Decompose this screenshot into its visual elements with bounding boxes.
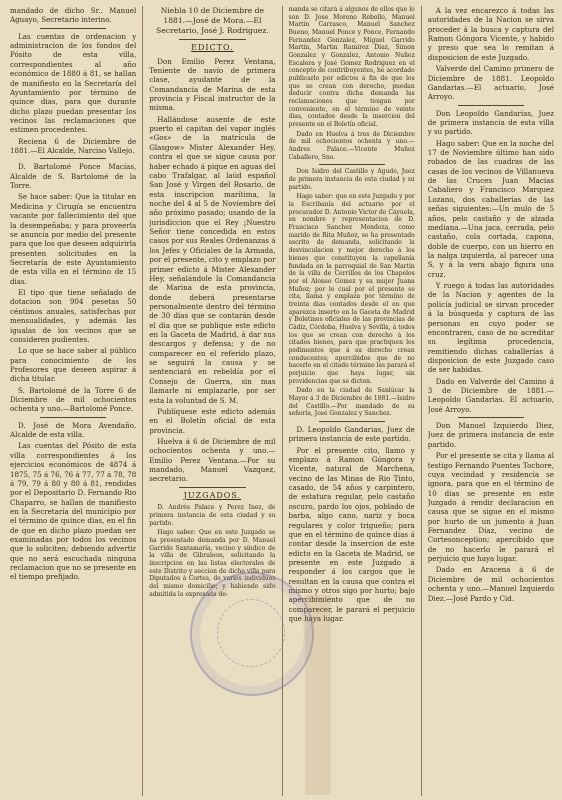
paragraph: Se hace saber: Que la titular en Medicina y Cirugía se encuentra vacante por fallecimiento del que la desempeñaba; y para proveerla se anuncia por medio del presente para que los que deseen adquirirla presenten solicitudes en la Secretaría de este Ayuntamiento de esta villa en el término de 15 dias.: [10, 192, 137, 286]
paragraph: Y ruego á todas las autoridades de la Nacion y agentes de la policía judicial se sirvan proceder á la búsqueda y captura de las personas en cuyo poder se encontraren, caso de no acreditar su legítima procedencia, remitiendo dichas caballerías á disposicion de este Juzgado caso de ser habidas.: [427, 281, 554, 375]
paragraph: Don Leopoldo Gandarias, Juez de primera instancia de esta villa y su partido.: [427, 108, 554, 137]
column-2: [149, 6, 275, 796]
divider: [40, 28, 106, 29]
paragraph: Hallándose ausente de este puerto el capitan del vapor inglés «Gos» de la matrícula de Glasgow» Mister Alexander Hey, contra el que se sigue causa por haber echado á pique en aguas del cabo Trafalgar, al laúd español San José y Virgen del Rosario, de esta inscripcion marítima, la noche del 4 al 5 de Noviembre del año próximo pasado; usando de la jurisdiccion que el Rey ¡Nuestro Señor tiene concedida en estos casos por sus Reales Ordenanzas á los Jefes y Oficiales de la Armada, por el presente, cito y emplazo por primer edicto á Mister Alexander Hey, señalándole la Comandancia de Marina de esta provincia, donde deberá presentarse personalmente dentro del término de 30 dias que se contarán desde el dia que se publique este edicto en la Gaceta de Madrid, á dar sus descargos y defensa; y de no comparecer en el referido plazo, se seguirá la causa y se sentenciará en rebeldía por el Consejo de Guerra, sin mas llamarle ni emplazarle, por ser esta la voluntad de S. M.: [149, 114, 276, 405]
paragraph: Hago saber: que en este Juzgado y por la Escribanía del actuario por el procurador D. Antonio Victor de Cayuela, en nombre y representacion de D. Francisco Sanchez Mendoza, como marido de Rita Muñoz, se ha presentado escrito de demanda, solicitando la desvinculacion y mejor derecho á los bienes que constituyen la capellanía fundada en la parroquial de San Martin de la villa de Cerrillos de los Chapelos por el Alonso Gomez y su mujer Juana Muñoz; por lo cual por el presente se cita, llama y emplaza por término de treinta dias contados desde el en que aparezca inserto en la Gaceta de Madrid y Boletines oficiales de las provincias de Cádiz, Córdoba, Huelva y Sevilla, á todos los que se crean con derecho á los citados bienes, para que practiquen los pedimentos que á su derecho crean conducentes; apercibidos que de no hacerlo en el citado término les parará el perjuicio que haya lugar, sin providencias que se dicten.: [288, 193, 415, 385]
paragraph: Dado en Valverde del Camino á 3 de Diciembre de 1881.—Leopoldo Gandarias. El actuario, José Arroyo.: [427, 376, 554, 414]
paragraph: D. Leopoldo Gandarias, Juez de primera instancia de este partido.: [288, 424, 415, 444]
columns: [10, 6, 554, 796]
column-separator: [421, 6, 422, 796]
paragraph: Por el presente cito, llamo y emplazo á Ramon Góngora y Vicente, natural de Marchena, vecino de las Minas de Rio Tinto, casado, de 54 años y carpintero, de estatura regular, pelo castaño oscuro, pardo los ojos, poblado de barba, algo cano, nariz y boca regulares y color trigueño; para que en el término de quince dias á contar desde la insercion de este edicto en la Gaceta de Madrid, se presente en este Juzgado á responder á los cargos que le resultan en la causa que contra el mismo y otros sigo por hurto; bajo apercibimiento que de no comparecer, le parará el perjuicio que haya lugar.: [288, 445, 415, 624]
paragraph: Lo que se hace saber al público para conocimiento de los Profesores que deseen aspirar á dicha titular.: [10, 346, 137, 384]
paragraph: Huelva á 6 de Diciembre de mil ochocientos ochenta y uno.—Emilio Perez Ventana.—Por su mandado, Manuel Vazquez, secretario.: [149, 436, 276, 484]
paragraph: A la vez encarezco á todas las autoridades de la Nacion se sirva proceder á la busca y captura del Ramon Góngora Vicente, y habido y preso que sea lo remitan á disposicion de este Juzgado.: [427, 6, 554, 62]
paragraph: D. José de Mora Avendaño, Alcalde de esta villa.: [10, 420, 137, 440]
column-3: [289, 6, 415, 796]
paragraph: Las cuentas de ordenacion y administracion de los fondos del Pósito de esta villa, correspondientes al año económico de 1880 á 81, se hallan de manifiesto en la Secretaría del Ayuntamiento por término de quince dias, para que durante dicho plazo puedan presentar los vecinos las reclamaciones que estimen procedentes.: [10, 31, 137, 135]
divider: [319, 421, 385, 422]
column-separator: [282, 6, 283, 796]
paragraph: Valverde del Camino primero de Diciembre de 1881. Leopoldo Gandarias.—El actuario, José Arroyo.: [427, 64, 554, 102]
paragraph: Dado en Huelva á tres de Diciembre de mil ochocientos ochenta y uno.—Andres Palace.—Vicente Muñoz Caballero, Sno.: [288, 130, 415, 161]
divider: [458, 417, 524, 418]
column-1: [10, 6, 136, 796]
divider: [458, 105, 524, 106]
paragraph: Don Isidro del Castillo y Agudo, Juez de primera instancia de esta ciudad y su partido.: [288, 168, 415, 191]
paragraph: Hago saber: Que en este Juzgado se ha presentado demanda por D. Manuel Garrido Santamaría, vecino y síndico de la villa de Gibraleon, solicitando la inscripcion en las listas electorales de este Distrito y seccion de dicha villa para Diputados á Cortes, de varios individuos del mismo domicilio; y habiendo sido admitida la expresada de-: [149, 529, 276, 598]
juzgados-title: JUZGADOS.: [183, 490, 242, 500]
paragraph: Hago saber: Que en la noche del 17 de Noviembre último han sido robados de las cuadras de las casas de los vecinos de Villanueva de las Cruces Juan Macias Cabaliero y Francisco Marquez Lozano, dos caballerías de las señas siguientes:—Un mulo de 5 años, pelo castaño y de alzada mediana.—Una jaca, cerrada, pelo castaño, cola cortada, capona, doble de cuerpo, con un hierro en la nalga izquierda, al parecer una S, y á la vera abajo figura una cruz.: [427, 138, 554, 279]
paragraph: Don Emilio Perez Ventana, Teniente de navío de primera clase, ayudante de la Comandancia de Marina de esta provincia y Fiscal instructor de la misma.: [149, 56, 276, 113]
paragraph: Niebla 10 de Diciembre de 1881.—José de Mora.—El Secretario, José J. Rodriguez.: [156, 6, 269, 36]
divider: [179, 487, 245, 488]
paragraph: Reciena 6 de Diciembre de 1881.—El Alcalde, Narciso Vallejo.: [10, 136, 137, 156]
edict-title: EDICTO.: [191, 43, 234, 53]
divider: [179, 39, 245, 40]
column-4: [428, 6, 554, 796]
paragraph: Dado en Aracena á 6 de Diciembre de mil ochocientos ochenta y uno.—Manuel Izquierdo Diez.—José Pardo y Cid.: [427, 565, 554, 603]
divider: [40, 158, 106, 159]
paragraph: D. Bartolomé Ponce Macías, Alcalde de S. Bartolomé de la Torre.: [10, 162, 137, 191]
paragraph: D. Andrés Palace y Perez Inez, de primera instancia de esta ciudad y su partido.: [149, 504, 276, 527]
paragraph: Las cuentas del Pósito de esta villa correspondientes á los ejercicios económicos de 4874 á 1875, 75 á 76, 76 á 77, 77 á 78, 78 á 79, 79 á 80 y 80 á 81, rendidas por el Depositario D. Fernando Rio Chaparro, se hallan de manifiesto en la Secretaría del municipio por el término de quince dias, en el fin de que en dicho plazo puedan ser examinadas por todos los vecinos que lo soliciten; debiendo advertir que no será escuchada ninguna reclamacion que no se presente en el tiempo prefijado.: [10, 441, 137, 582]
column-separator: [142, 6, 143, 796]
paragraph: Dado en la ciudad de Sanlúcar la Mayor á 3 de Diciembre de 1881.—Isidro del Castillo.—Por mandado de su señoría, José Gonzalez y Sanchez.: [288, 387, 415, 418]
paragraph: Don Manuel Izquierdo Diez, Juez de primera instancia de este partido.: [427, 421, 554, 449]
paragraph: Por el presente se cita y llama al testigo Fernando Puentes Tochore, cuya vecindad y residencia se ignora, para que en el término de 10 dias se presente en este Juzgado á rendir declaracion en causa que se sigue en el mismo por hurto de un jumento á Juan Fernandez Diaz, vecino de Cortesonception; apercibido que de no hacerlo le parará el perjuicio que haya lugar.: [427, 451, 554, 564]
paragraph: mandado de dicho Sr.. Manuel Aguayo, Secretario interino.: [10, 6, 137, 25]
divider: [319, 164, 385, 165]
paragraph: Publíquese este edicto además en el Boletín oficial de esta provincia.: [149, 406, 276, 435]
paragraph: S. Bartolomé de la Torre 6 de Diciembre de mil ochocientos ochenta y uno.—Bartolomé Ponce.: [10, 385, 137, 414]
paragraph: manda se citará á algunos de ellos que lo son D. Jose Moreno Rebollo, Manuel Martin Carrasco, Manuel Sanchez Bueno, Manuel Ponce y Ponce, Fernando Fernandez Gonzalez, Miguel Garrido Martin, Martin Ramirez Diaz, Simon Gonzalez y Gonzalez, Antonio Nuñez Escalera y José Gomez Rodriguez en el concepto de contribuyentes, he acordado publicarlo por edictos á fin de que los que se crean con derecho, puedan deducir contra dicha demanda las reclamaciones que tengan por conveniente, en el término de veinte dias, contados desde la insercion del presente en el Boletín oficial.: [288, 6, 415, 129]
divider: [40, 417, 106, 418]
paragraph: El tipo que tiene señalado de dotacion son 904 pesetas 50 céntimos anuales, satisfechas por mensualidades, y además las igualas de los vecinos que se consideren pudientes.: [10, 288, 137, 344]
